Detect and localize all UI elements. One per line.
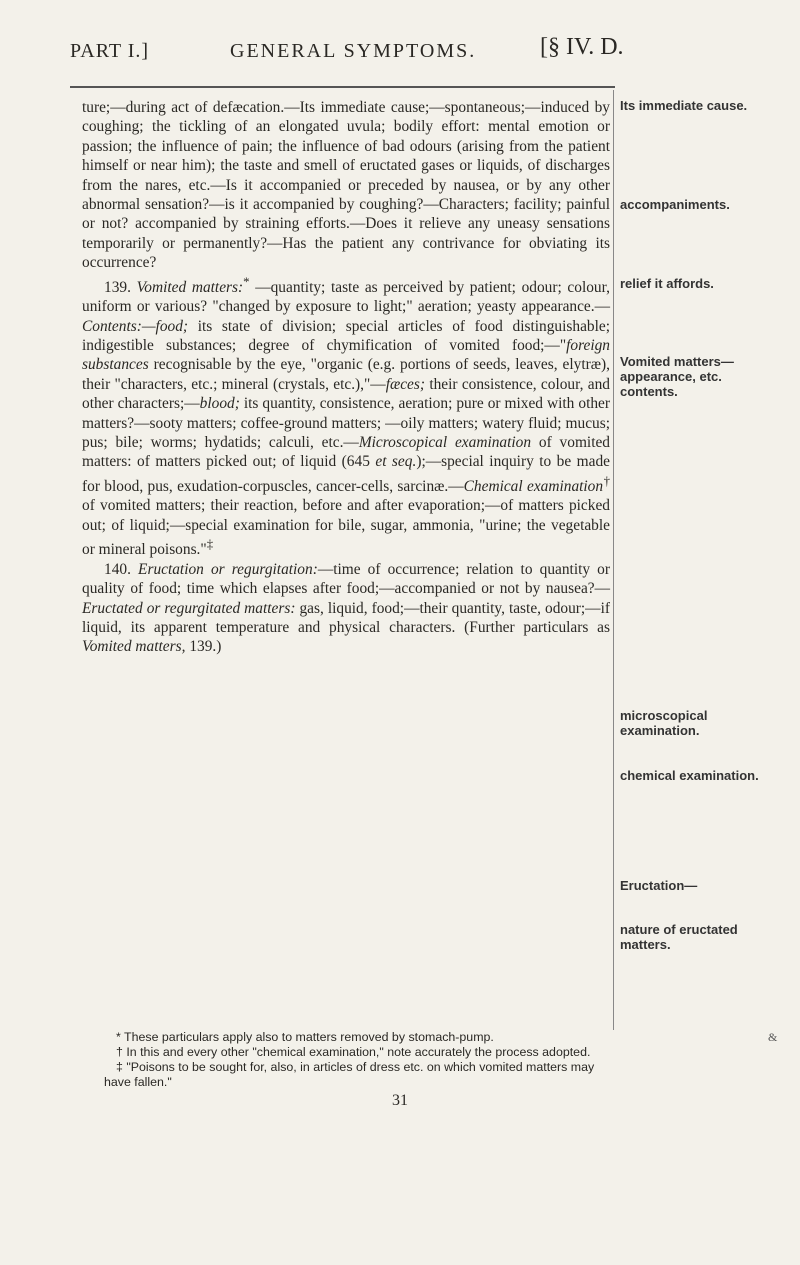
paragraph-140	[82, 560, 610, 657]
part-label: PART I.]	[70, 40, 150, 62]
footnote-mark: †	[603, 473, 610, 488]
italic-term: Vomited matters,	[82, 638, 186, 656]
margin-note-microscopical: microscopical examination.	[620, 708, 708, 738]
text-run: 139.)	[189, 638, 222, 656]
text-run: —time of occurrence; relation to quantity or quality of food; time which elapses after food;—accompanied or not by nausea?—	[82, 560, 610, 598]
section-number: 139.	[104, 278, 131, 296]
page-heading: GENERAL SYMPTOMS.	[230, 40, 477, 62]
section-label: [§ IV. D.	[540, 34, 624, 60]
main-text	[82, 98, 610, 657]
section-title: Vomited matters:	[136, 278, 244, 296]
italic-term: fæces;	[385, 375, 426, 393]
margin-note-vomited-matters: Vomited matters—appearance, etc. contents.	[620, 354, 734, 399]
text-run: its state of division; special articles of food distinguishable; indigestible substances; degree of chymification of vomited food;—"	[82, 317, 610, 354]
text-run: gas, liquid, food;—their quantity, taste, odour;—if liquid, its apparent temperature and physical characters. (Further particulars as	[82, 599, 610, 636]
italic-term: —food;	[141, 317, 189, 335]
footnote-mark: ‡	[206, 537, 214, 552]
text-run: recognisable by the eye, "organic (e.g. portions of seeds, leaves, elytræ), their "characters, etc.; mineral (crystals, etc.),"—	[82, 356, 610, 393]
running-header	[70, 32, 630, 72]
text-run: its quantity, consistence, aeration; pure or mixed with other matters?—sooty matters; coffee-ground matters; —oily matters; watery fluid; mucus; pus; bile; worms; hydatids; calculi, etc.—	[82, 395, 610, 452]
italic-term: blood;	[199, 395, 240, 413]
paragraph-138-continued: ture;—during act of defæcation.—Its immediate cause;—spontaneous;—induced by coughing; the tickling of an elongated uvula; bodily effort: mental emotion or passion; the influence of pain; the influence of bad odours (arising from the patient himself or near him); the taste and smell of eructated gases or liquids, of discharges from the nares, etc.—Is it accompanied or preceded by nausea, or by any other abnormal sensation?—is it accompanied by coughing?—Characters; facility; painful or not? accompanied by straining efforts.—Does it relieve any uneasy sensations temporarily or permanently?—Has the patient any contrivance for obviating its occurrence?	[82, 99, 610, 272]
margin-note-immediate-cause: Its immediate cause.	[620, 98, 748, 113]
margin-note-relief: relief it affords.	[620, 276, 714, 291]
footnote-mark: *	[243, 274, 250, 289]
text-run: of vomited matters; their reaction, before and after evaporation;—of matters picked out; of liquid;—special examination for bile, sugar, ammonia, "urine; the vegetable or mineral poisons."	[82, 497, 610, 559]
section-number: 140.	[104, 560, 131, 578]
margin-rule	[613, 90, 614, 1030]
stray-mark: &	[768, 1030, 778, 1044]
text-run: );—special inquiry to be made for blood, pus, exudation-corpuscles, cancer-cells, sarcinæ.—	[82, 453, 610, 495]
margin-note-chemical: chemical examination.	[620, 768, 759, 783]
section-title: Eructation or regurgitation:	[138, 560, 318, 578]
footnote-1: * These particulars apply also to matters removed by stomach-pump.	[116, 1030, 494, 1044]
margin-note-accompaniments: accompaniments.	[620, 197, 730, 212]
margin-note-eructated-matters: nature of eructated matters.	[620, 922, 738, 952]
paragraph-139	[82, 273, 610, 560]
footnote-2: † In this and every other "chemical examination," note accurately the process adopted.	[116, 1045, 591, 1059]
text-run: of vomited matters: of matters picked out; of liquid (645	[82, 434, 610, 471]
italic-term: Microscopical examination	[358, 434, 532, 452]
text-run: —quantity; taste as perceived by patient; odour; colour, uniform or various? "changed by exposure to light;" aeration; yeasty appearance.—	[82, 278, 610, 316]
page-number: 31	[392, 1092, 408, 1109]
italic-term: Chemical examination	[463, 477, 604, 495]
margin-note-eructation: Eructation—	[620, 878, 698, 893]
text-run: their consistence, colour, and other characters;—	[82, 375, 610, 413]
footnote-3: ‡ "Poisons to be sought for, also, in articles of dress etc. on which vomited matters may have fallen."	[104, 1060, 595, 1089]
italic-term: foreign substances	[82, 337, 610, 374]
italic-term: et seq.	[375, 453, 417, 471]
italic-term: Eructated or regurgitated matters:	[82, 599, 296, 617]
italic-term: Contents:	[82, 317, 142, 335]
footnotes	[104, 1030, 610, 1090]
header-rule	[70, 86, 615, 88]
